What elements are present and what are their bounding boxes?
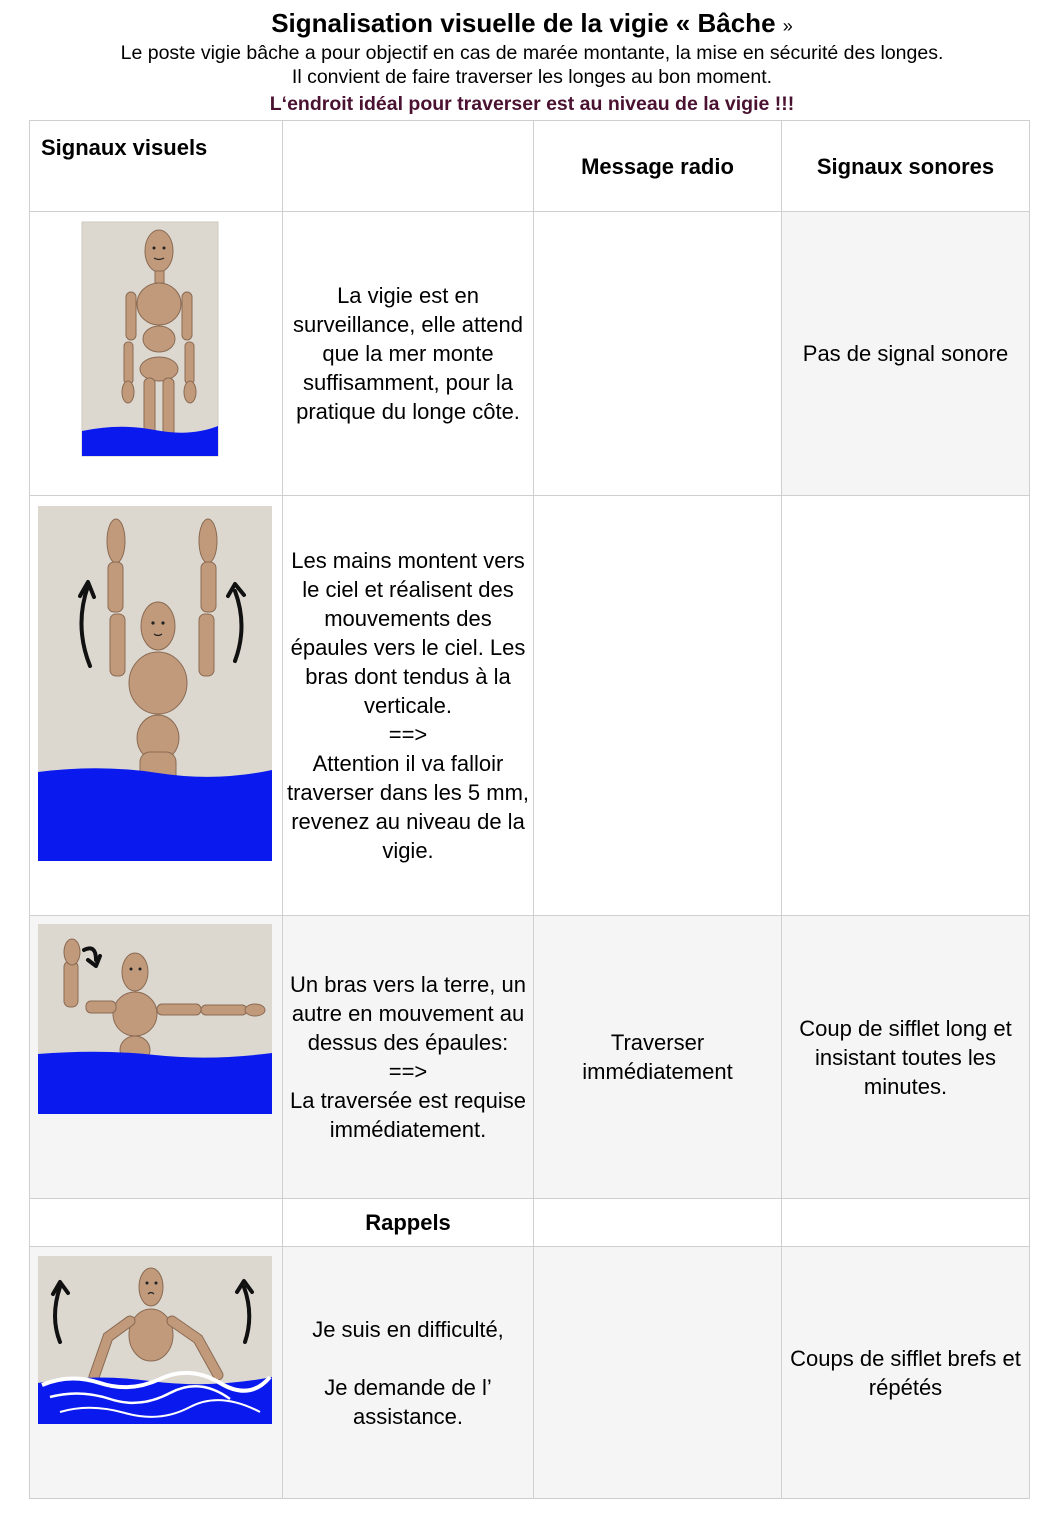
mannequin-distress-image xyxy=(30,1247,282,1498)
sound-signal-cell xyxy=(782,916,1030,1199)
description-cell xyxy=(283,212,534,496)
description-cell xyxy=(283,1247,534,1499)
table-row xyxy=(30,496,1030,916)
visual-signal-cell xyxy=(30,1247,283,1499)
radio-message: Traverser immédiatement xyxy=(582,1030,733,1084)
table-row xyxy=(30,916,1030,1199)
radio-message-cell xyxy=(534,1199,782,1247)
description-cell xyxy=(283,916,534,1199)
row-description: Les mains montent vers le ciel et réalisent des mouvements des épaules vers le ciel. Les bras dont tendus à la verticale. ==> Attention il va falloir traverser dans les 5 mm, revenez au niveau de la vigie. xyxy=(286,548,530,863)
mannequin-arms-raised-image xyxy=(30,496,282,915)
radio-message-cell xyxy=(534,212,782,496)
visual-signal-cell xyxy=(30,916,283,1199)
sound-signal-cell xyxy=(782,1199,1030,1247)
header-radio-message: Message radio xyxy=(534,121,782,212)
header-description xyxy=(283,121,534,212)
section-label: Rappels xyxy=(365,1210,451,1235)
intro-emphasis-line: L‘endroit idéal pour traverser est au niveau de la vigie !!! xyxy=(269,93,795,115)
title-main: Signalisation visuelle de la vigie « Bâche xyxy=(271,8,776,38)
mannequin-standing-image xyxy=(30,212,282,495)
intro-line-1: Le poste vigie bâche a pour objectif en cas de marée montante, la mise en sécurité des longes. xyxy=(120,42,944,64)
sound-signal: Coup de sifflet long et insistant toutes les minutes. xyxy=(799,1015,1012,1099)
intro-line-2: Il convient de faire traverser les longes au bon moment. xyxy=(291,66,773,88)
visual-signal-cell xyxy=(30,496,283,916)
table-row xyxy=(30,1199,1030,1247)
mannequin-one-arm-out-image xyxy=(30,916,282,1198)
sound-signal-cell xyxy=(782,1247,1030,1499)
row-description: Je suis en difficulté, Je demande de l’ assistance. xyxy=(312,1316,504,1429)
header-sound-signals: Signaux sonores xyxy=(782,121,1030,212)
sound-signal: Pas de signal sonore xyxy=(802,341,1009,366)
table-row xyxy=(30,212,1030,496)
page-title xyxy=(0,6,1064,43)
header-visual-signals: Signaux visuels xyxy=(30,121,283,212)
radio-message-cell xyxy=(534,916,782,1199)
sound-signal-cell xyxy=(782,496,1030,916)
radio-message-cell xyxy=(534,496,782,916)
sound-signal: Coups de sifflet brefs et répétés xyxy=(790,1345,1021,1400)
table-row xyxy=(30,1247,1030,1499)
row-description: Un bras vers la terre, un autre en mouvement au dessus des épaules: ==> La traversée est requise immédiatement. xyxy=(289,972,527,1142)
description-cell xyxy=(283,496,534,916)
visual-signal-cell xyxy=(30,1199,283,1247)
sound-signal-cell xyxy=(782,212,1030,496)
visual-signal-cell xyxy=(30,212,283,496)
row-description: La vigie est en surveillance, elle attend que la mer monte suffisamment, pour la pratique du longe côte. xyxy=(293,283,523,424)
title-closing-quote: » xyxy=(782,16,793,36)
table-header-row xyxy=(30,121,1030,212)
signals-table xyxy=(29,120,1030,1499)
radio-message-cell xyxy=(534,1247,782,1499)
section-label-cell xyxy=(283,1199,534,1247)
